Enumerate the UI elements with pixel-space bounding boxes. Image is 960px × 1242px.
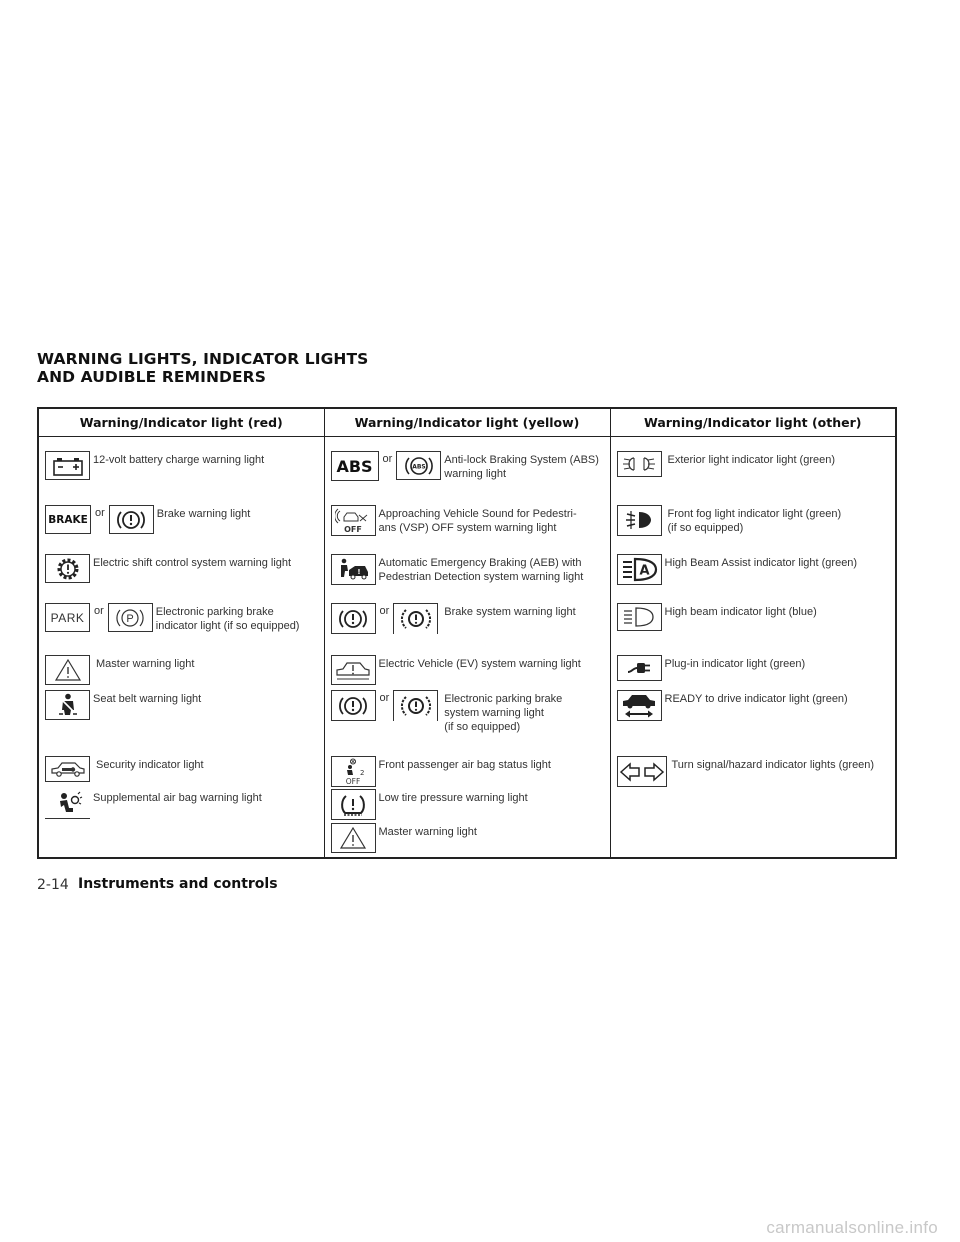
red-entry-security xyxy=(45,756,322,782)
yellow-column xyxy=(324,437,610,859)
header-yellow: Warning/Indicator light (yellow) xyxy=(324,408,610,437)
red-column xyxy=(38,437,324,859)
other-label-hba: High Beam Assist indicator light (green) xyxy=(664,557,858,569)
other-label-fog-line-2: (if so equipped) xyxy=(667,522,744,534)
airbag-icon xyxy=(45,789,90,819)
parking-p-icon xyxy=(108,603,153,632)
other-entry-high-beam xyxy=(617,603,894,631)
turn-signal-icon xyxy=(617,756,667,787)
or-text: or xyxy=(379,605,390,617)
yellow-label-vsp xyxy=(376,507,577,535)
yellow-entry-brake-system xyxy=(331,603,608,634)
section-title-line-1: WARNING LIGHTS, INDICATOR LIGHTS xyxy=(37,350,369,368)
vsp-off-text: OFF xyxy=(344,525,362,534)
yellow-entry-abs xyxy=(331,451,608,481)
header-red: Warning/Indicator light (red) xyxy=(38,408,324,437)
other-label-ready: READY to drive indicator light (green) xyxy=(664,693,848,705)
yellow-label-epb-line-1: Electronic parking brake xyxy=(444,693,563,705)
yellow-label-tire: Low tire pressure warning light xyxy=(378,792,528,804)
page-number: 2-14 xyxy=(37,877,69,893)
yellow-entry-epb xyxy=(331,690,608,734)
fog-light-icon xyxy=(617,505,662,536)
other-label-exterior: Exterior light indicator light (green) xyxy=(667,454,836,466)
tire-pressure-icon xyxy=(331,789,376,820)
red-entry-brake xyxy=(45,505,322,534)
red-entry-shift xyxy=(45,554,322,583)
red-label-airbag: Supplemental air bag warning light xyxy=(93,792,262,804)
park-text-icon xyxy=(45,603,90,632)
red-label-brake: Brake warning light xyxy=(156,508,251,520)
passenger-airbag-off-icon xyxy=(331,756,376,787)
high-beam-assist-icon xyxy=(617,554,662,585)
yellow-label-vsp-line-1: Approaching Vehicle Sound for Pedestri- xyxy=(378,508,577,520)
other-entry-hba xyxy=(617,554,894,585)
yellow-label-aeb-line-2: Pedestrian Detection system warning light xyxy=(378,571,584,583)
yellow-label-epb-line-2: system warning light xyxy=(444,707,544,719)
yellow-label-aeb xyxy=(376,556,584,584)
red-entry-master xyxy=(45,655,322,685)
master-warning-triangle-icon xyxy=(45,655,90,685)
yellow-label-epb xyxy=(438,692,562,734)
yellow-label-passenger-airbag: Front passenger air bag status light xyxy=(378,759,551,771)
red-label-shift: Electric shift control system warning light xyxy=(93,557,292,569)
gear-warning-icon xyxy=(45,554,90,583)
section-title xyxy=(37,350,368,386)
passenger-airbag-off-text: OFF xyxy=(345,777,361,785)
vsp-off-icon xyxy=(331,505,376,536)
red-label-park-line-1: Electronic parking brake xyxy=(155,606,274,618)
other-label-high-beam: High beam indicator light (blue) xyxy=(664,606,817,618)
watermark: carmanualsonline.info xyxy=(766,1218,938,1237)
yellow-entry-vsp xyxy=(331,505,608,536)
yellow-entry-passenger-airbag xyxy=(331,756,608,787)
yellow-entry-tire xyxy=(331,789,608,820)
brake-circle-yellow-icon xyxy=(331,603,376,634)
other-column xyxy=(610,437,896,859)
other-label-fog-line-1: Front fog light indicator light (green) xyxy=(667,508,842,520)
yellow-entry-master xyxy=(331,823,608,853)
yellow-label-abs-line-1: Anti-lock Braking System (ABS) xyxy=(444,454,599,466)
master-warning-triangle-icon-2 xyxy=(331,823,376,853)
yellow-label-epb-line-3: (if so equipped) xyxy=(444,721,521,733)
other-label-turn: Turn signal/hazard indicator lights (green) xyxy=(671,759,875,771)
red-label-seatbelt: Seat belt warning light xyxy=(93,693,202,705)
yellow-label-vsp-line-2: ans (VSP) OFF system warning light xyxy=(378,522,557,534)
svg-text:ABS: ABS xyxy=(412,463,426,470)
high-beam-icon xyxy=(617,603,662,631)
red-entry-battery xyxy=(45,451,322,480)
abs-circle-icon xyxy=(396,451,441,480)
exterior-light-icon xyxy=(617,451,662,477)
yellow-label-abs xyxy=(441,453,599,481)
yellow-label-abs-line-2: warning light xyxy=(444,468,507,480)
battery-icon xyxy=(45,451,90,480)
red-label-park-line-2: indicator light (if so equipped) xyxy=(155,620,300,632)
red-entry-airbag xyxy=(45,789,322,819)
ready-to-drive-icon xyxy=(617,690,662,721)
other-entry-ready xyxy=(617,690,894,721)
abs-text-icon xyxy=(331,451,379,481)
section-title-line-2: AND AUDIBLE REMINDERS xyxy=(37,368,266,386)
svg-text:P: P xyxy=(126,612,134,625)
red-label-park xyxy=(153,605,300,633)
security-car-icon xyxy=(45,756,90,782)
plug-in-icon xyxy=(617,655,662,681)
other-entry-exterior xyxy=(617,451,894,477)
red-label-security: Security indicator light xyxy=(96,759,204,771)
red-entry-seatbelt xyxy=(45,690,322,720)
other-label-plug: Plug-in indicator light (green) xyxy=(664,658,806,670)
yellow-label-ev: Electric Vehicle (EV) system warning light xyxy=(378,658,581,670)
other-entry-fog xyxy=(617,505,894,536)
aeb-icon xyxy=(331,554,376,585)
brake-system-icon xyxy=(393,603,438,634)
svg-text:2: 2 xyxy=(360,769,365,777)
yellow-entry-ev xyxy=(331,655,608,685)
or-text: or xyxy=(379,692,390,704)
seat-belt-icon xyxy=(45,690,90,720)
svg-text:A: A xyxy=(639,563,650,579)
yellow-label-aeb-line-1: Automatic Emergency Braking (AEB) with xyxy=(378,557,582,569)
red-entry-park xyxy=(45,603,322,633)
ev-system-icon xyxy=(331,655,376,685)
red-label-battery: 12-volt battery charge warning light xyxy=(93,454,265,466)
svg-text:!: ! xyxy=(357,568,361,576)
yellow-label-master: Master warning light xyxy=(378,826,477,838)
park-text: PARK xyxy=(50,610,85,625)
other-entry-turn xyxy=(617,756,894,787)
yellow-label-brake-system: Brake system warning light xyxy=(444,606,576,618)
yellow-entry-aeb xyxy=(331,554,608,585)
warning-lights-table xyxy=(37,407,897,859)
footer-section-title: Instruments and controls xyxy=(78,876,278,892)
or-text: or xyxy=(94,605,104,617)
other-entry-plug xyxy=(617,655,894,681)
or-text: or xyxy=(382,453,393,465)
brake-circle-icon xyxy=(109,505,154,534)
other-label-fog xyxy=(662,507,842,535)
or-text: or xyxy=(95,507,105,519)
brake-circle-yellow-icon-2 xyxy=(331,690,376,721)
abs-text: ABS xyxy=(336,456,373,476)
brake-text: BRAKE xyxy=(48,513,88,526)
brake-text-icon xyxy=(45,505,91,534)
epb-system-icon xyxy=(393,690,438,721)
red-label-master: Master warning light xyxy=(96,658,195,670)
header-other: Warning/Indicator light (other) xyxy=(610,408,896,437)
